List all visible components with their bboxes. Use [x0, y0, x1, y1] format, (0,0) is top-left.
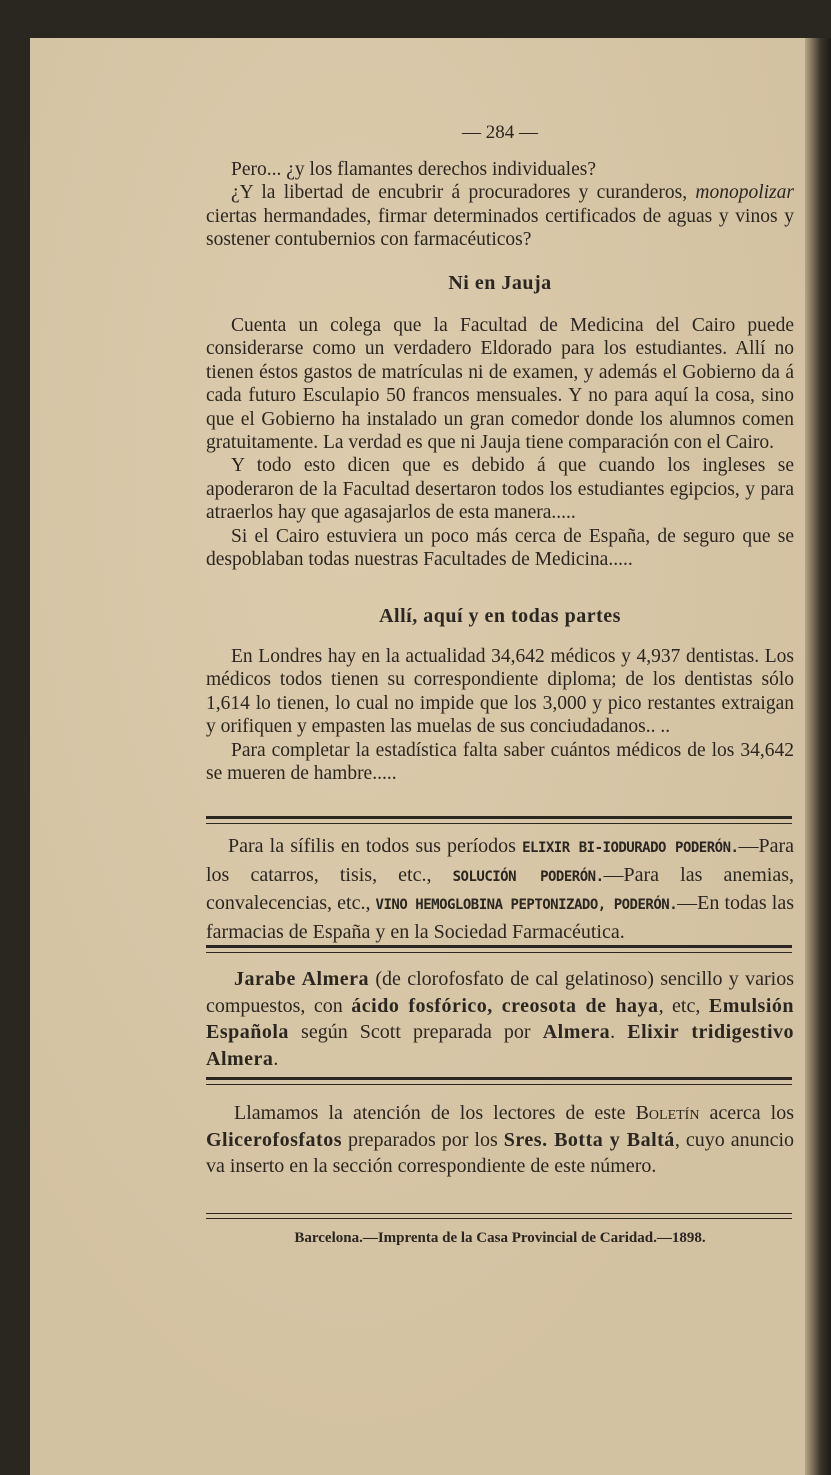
section-heading-alli-aqui: Allí, aquí y en todas partes	[379, 605, 621, 627]
ad-glicerofosfatos	[206, 1100, 794, 1180]
ad-almera-text: Jarabe Almera (de clorofosfato de cal gelatinoso) sencillo y varios compuestos, con ácido fosfórico, creosota de haya, etc, Emulsión Española según Scott preparada por Almera. Elixir tridigestivo Almera.	[206, 968, 795, 1070]
intro-paragraph: ¿Y la libertad de encubrir á procuradores y curanderos, monopolizar ciertas hermandades, firmar determinados certificados de aguas y vinos y sostener contubernios con farmacéuticos?	[206, 182, 794, 251]
paragraph: Cuenta un colega que la Facultad de Medicina del Cairo puede considerarse como un verdadero Eldorado para los estudiantes. Allí no tienen éstos gastos de matrículas ni de examen, y además el Gobierno da á cada futuro Esculapio 50 francos mensuales. Y no para aquí la cosa, sino que el Gobierno ha instalado un gran comedor donde los alumnos comen gratuitamente. La verdad es que ni Jauja tiene comparación con el Cairo.	[206, 315, 794, 454]
paragraph: Y todo esto dicen que es debido á que cuando los ingleses se apoderaron de la Facultad desertaron todos los estudiantes egipcios, y para atraerlos hay que agasajarlos de esta manera.....	[206, 455, 794, 524]
ad-poderon	[206, 833, 794, 945]
section-alli-aqui-body	[206, 645, 794, 785]
divider-rule	[206, 1218, 792, 1219]
divider-rule	[206, 1084, 792, 1085]
ad-almera	[206, 966, 794, 1072]
ad-poderon-text: Para la sífilis en todos sus períodos ELIXIR BI-IODURADO PODERÓN.—Para los catarros, tisis, etc., SOLUCIÓN PODERÓN.—Para las anemias, convalecencias, etc., VINO HEMOGLOBINA PEPTONIZADO, PODERÓN.—En todas las farmacias de España y en la Sociedad Farmacéutica.	[206, 835, 795, 943]
paragraph: En Londres hay en la actualidad 34,642 médicos y 4,937 dentistas. Los médicos todos tienen su correspondiente diploma; de los dentistas sólo 1,614 lo tienen, lo cual no impide que los 3,000 y pico restantes extraigan y orifiquen y empasten las muelas de sus conciudadanos.. ..	[206, 646, 794, 738]
intro-line-1: Pero... ¿y los flamantes derechos individuales?	[231, 159, 596, 180]
background-strip	[0, 0, 831, 38]
divider-rule	[206, 945, 792, 948]
page-spine-shadow	[805, 38, 831, 1475]
paragraph: Si el Cairo estuviera un poco más cerca de España, de seguro que se despoblaban todas nuestras Facultades de Medicina.....	[206, 525, 794, 571]
intro-text	[206, 158, 794, 252]
ad-glicerofosfatos-text: Llamamos la atención de los lectores de este Boletín acerca los Glicerofosfatos preparados por los Sres. Botta y Baltá, cuyo anuncio va inserto en la sección correspondiente de este número.	[206, 1102, 795, 1177]
section-heading-ni-en-jauja: Ni en Jauja	[448, 272, 552, 294]
page-number: — 284 —	[462, 122, 538, 143]
divider-rule	[206, 816, 792, 819]
divider-rule	[206, 1213, 792, 1214]
section-ni-en-jauja-body	[206, 314, 794, 571]
divider-rule	[206, 823, 792, 824]
divider-rule	[206, 952, 792, 953]
imprint-footer: Barcelona.—Imprenta de la Casa Provincial de Caridad.—1898.	[294, 1230, 706, 1246]
divider-rule	[206, 1077, 792, 1080]
paragraph: Para completar la estadística falta saber cuántos médicos de los 34,642 se mueren de hambre.....	[206, 739, 794, 785]
